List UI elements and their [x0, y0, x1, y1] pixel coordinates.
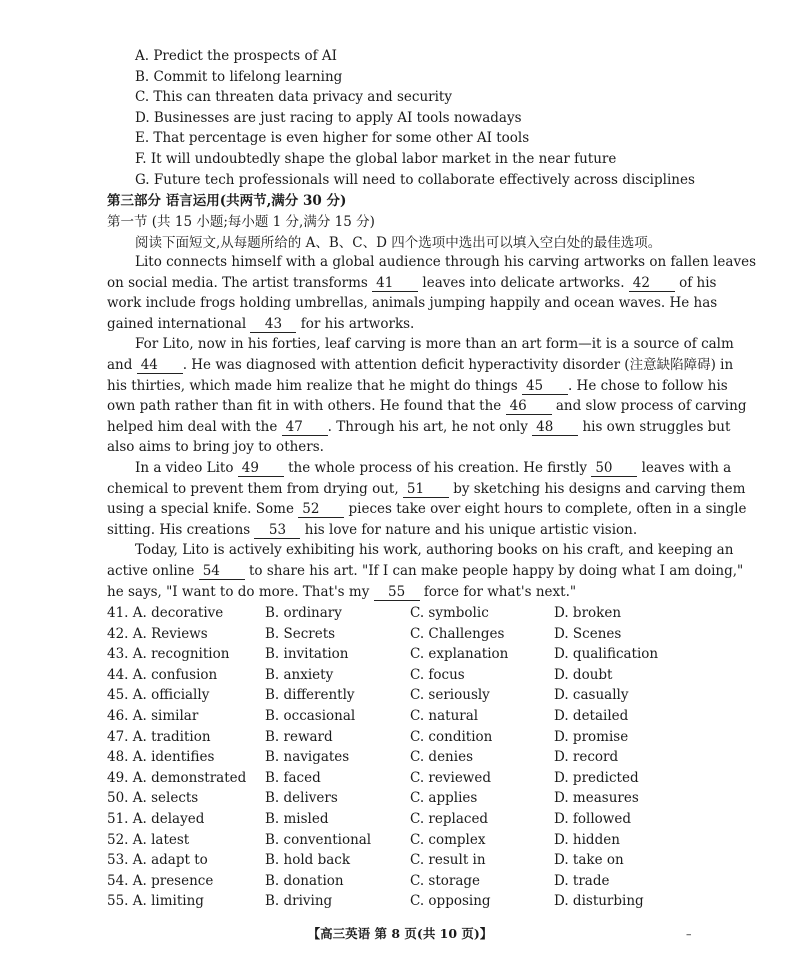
option-42-b[interactable]: B. Secrets [265, 625, 336, 642]
option-48-a[interactable]: 48. A. identifies [107, 749, 215, 766]
option-41-c[interactable]: C. symbolic [410, 605, 489, 621]
option-b: B. Commit to lifelong learning [135, 68, 343, 85]
blank-54[interactable]: 54 [199, 563, 245, 580]
option-53-b[interactable]: B. hold back [265, 852, 351, 869]
option-41-d[interactable]: D. broken [554, 605, 622, 621]
option-50-a[interactable]: 50. A. selects [107, 790, 199, 807]
p2-line-2 [107, 355, 734, 376]
option-52-d[interactable]: D. hidden [554, 831, 620, 848]
option-46-d[interactable]: D. detailed [554, 707, 629, 724]
question-46 [107, 706, 707, 727]
option-43-c[interactable]: C. explanation [410, 646, 509, 663]
option-53-c[interactable]: C. result in [410, 852, 486, 869]
option-54-d[interactable]: D. trade [554, 872, 610, 889]
option-43-d[interactable]: D. qualification [554, 646, 659, 663]
option-f: F. It will undoubtedly shape the global labor market in the near future [135, 150, 617, 167]
answer-options [107, 603, 707, 912]
option-55-a[interactable]: 55. A. limiting [107, 893, 204, 910]
option-e: E. That percentage is even higher for some other AI tools [135, 130, 530, 147]
option-45-d[interactable]: D. casually [554, 687, 629, 704]
text: . He chose to follow his [567, 377, 728, 394]
option-51-a[interactable]: 51. A. delayed [107, 810, 205, 827]
option-42-a[interactable]: 42. A. Reviews [107, 625, 208, 642]
option-49-a[interactable]: 49. A. demonstrated [107, 769, 247, 786]
blank-43[interactable]: 43 [250, 316, 296, 333]
text: and [107, 356, 137, 373]
text: . Through his art, he not only [327, 418, 533, 435]
question-48 [107, 747, 707, 768]
option-49-b[interactable]: B. faced [265, 769, 321, 786]
text: on social media. The artist transforms [107, 274, 373, 291]
text: using a special knife. Some [107, 501, 299, 518]
option-49-c[interactable]: C. reviewed [410, 769, 491, 786]
p3-line-4 [107, 520, 695, 541]
blank-50[interactable]: 50 [591, 460, 637, 477]
option-45-b[interactable]: B. differently [265, 687, 355, 704]
option-55-d[interactable]: D. disturbing [554, 893, 644, 910]
option-46-c[interactable]: C. natural [410, 707, 479, 724]
question-44 [107, 665, 707, 686]
text: sitting. His creations [107, 521, 255, 538]
p1-line-1: Lito connects himself with a global audience through his carving artworks on fallen leaves [135, 254, 756, 270]
option-44-c[interactable]: C. focus [410, 666, 465, 683]
option-52-c[interactable]: C. complex [410, 831, 486, 848]
p3-line-2 [107, 479, 746, 500]
option-52-a[interactable]: 52. A. latest [107, 831, 190, 848]
text: to share his art. "If I can make people happy by doing what I am doing," [244, 562, 744, 579]
option-55-b[interactable]: B. driving [265, 893, 333, 910]
blank-51[interactable]: 51 [403, 481, 449, 498]
text: leaves with a [637, 459, 732, 476]
blank-42[interactable]: 42 [629, 275, 675, 292]
section-subtitle: 第一节 (共 15 小题;每小题 1 分,满分 15 分) [107, 214, 375, 230]
blank-46[interactable]: 46 [506, 398, 552, 415]
option-41-b[interactable]: B. ordinary [265, 605, 342, 621]
p4-line-2 [107, 561, 744, 582]
text: his own struggles but [578, 418, 731, 435]
option-44-d[interactable]: D. doubt [554, 666, 613, 683]
text: . He was diagnosed with attention deficit hyperactivity disorder (注意缺陷障碍) in [182, 356, 734, 373]
directions: 阅读下面短文,从每题所给的 A、B、C、D 四个选项中选出可以填入空白处的最佳选项。 [135, 235, 662, 251]
text: leaves into delicate artworks. [418, 274, 629, 291]
option-53-d[interactable]: D. take on [554, 852, 624, 869]
question-45 [107, 685, 707, 706]
option-list [135, 46, 695, 190]
text: the whole process of his creation. He firstly [283, 459, 592, 476]
option-g: G. Future tech professionals will need to collaborate effectively across disciplines [135, 171, 695, 188]
cloze-passage [107, 252, 756, 602]
option-41-a[interactable]: 41. A. decorative [107, 605, 224, 621]
blank-44[interactable]: 44 [137, 357, 183, 374]
option-53-a[interactable]: 53. A. adapt to [107, 852, 208, 869]
corner-mark: – [686, 928, 692, 941]
p1-line-4 [107, 314, 695, 335]
text: and slow process of carving [551, 398, 747, 415]
p3-line-1 [107, 458, 732, 479]
option-51-c[interactable]: C. replaced [410, 810, 489, 827]
p2-line-4 [107, 396, 747, 417]
question-50 [107, 788, 707, 809]
option-d: D. Businesses are just racing to apply AI tools nowadays [135, 109, 522, 126]
p2-line-5 [107, 417, 731, 438]
option-52-b[interactable]: B. conventional [265, 831, 372, 848]
blank-47[interactable]: 47 [282, 419, 328, 436]
text: by sketching his designs and carving them [448, 480, 746, 497]
blank-49[interactable]: 49 [238, 460, 284, 477]
text: chemical to prevent them from drying out, [107, 480, 403, 497]
blank-55[interactable]: 55 [374, 584, 420, 601]
blank-48[interactable]: 48 [532, 419, 578, 436]
text: of his [674, 274, 717, 291]
page-footer: 【高三英语 第 8 页(共 10 页)】 [307, 926, 493, 941]
text: gained international [107, 315, 251, 332]
text: he says, "I want to do more. That's my [107, 583, 374, 600]
question-55 [107, 891, 707, 912]
option-54-b[interactable]: B. donation [265, 872, 344, 889]
text: own path rather than fit in with others. He found that the [107, 398, 502, 415]
option-45-c[interactable]: C. seriously [410, 687, 490, 704]
p1-line-3: work include frogs holding umbrellas, animals jumping happily and ocean waves. He has [107, 295, 718, 312]
text: In a video Lito [135, 459, 238, 476]
blank-53[interactable]: 53 [254, 522, 300, 539]
text: for his artworks. [296, 315, 415, 332]
question-43 [107, 644, 707, 665]
option-50-b[interactable]: B. delivers [265, 790, 338, 807]
blank-52[interactable]: 52 [298, 501, 344, 518]
p4-line-1: Today, Lito is actively exhibiting his work, authoring books on his craft, and keeping an [135, 542, 734, 559]
option-43-b[interactable]: B. invitation [265, 646, 349, 663]
question-51 [107, 809, 707, 830]
p2-line-3 [107, 376, 728, 397]
blank-41[interactable]: 41 [372, 275, 418, 292]
option-c: C. This can threaten data privacy and security [135, 89, 452, 106]
option-54-c[interactable]: C. storage [410, 872, 481, 889]
option-43-a[interactable]: 43. A. recognition [107, 646, 230, 663]
question-41 [107, 603, 707, 624]
option-55-c[interactable]: C. opposing [410, 893, 491, 910]
option-45-a[interactable]: 45. A. officially [107, 687, 210, 704]
option-42-c[interactable]: C. Challenges [410, 625, 505, 642]
option-47-b[interactable]: B. reward [265, 728, 333, 745]
question-42 [107, 624, 707, 645]
option-46-a[interactable]: 46. A. similar [107, 707, 199, 724]
option-48-d[interactable]: D. record [554, 749, 619, 766]
option-42-d[interactable]: D. Scenes [554, 625, 622, 642]
text: his thirties, which made him realize that he might do things [107, 377, 522, 394]
text: helped him deal with the [107, 418, 282, 435]
question-49 [107, 768, 707, 789]
option-47-c[interactable]: C. condition [410, 728, 493, 745]
option-a: A. Predict the prospects of AI [135, 48, 337, 64]
option-51-b[interactable]: B. misled [265, 810, 329, 827]
text: active online [107, 562, 199, 579]
p2-line-1: For Lito, now in his forties, leaf carving is more than an art form—it is a source of calm [135, 336, 734, 353]
option-48-b[interactable]: B. navigates [265, 749, 350, 766]
p3-line-3 [107, 499, 747, 520]
blank-45[interactable]: 45 [522, 378, 568, 395]
section-title: 第三部分 语言运用(共两节,满分 30 分) [107, 193, 347, 209]
p2-line-6: also aims to bring joy to others. [107, 439, 324, 456]
text: pieces take over eight hours to complete, often in a single [344, 501, 747, 518]
question-53 [107, 850, 707, 871]
question-54 [107, 871, 707, 892]
text: his love for nature and his unique artistic vision. [300, 521, 638, 538]
p4-line-3 [107, 582, 695, 603]
option-51-d[interactable]: D. followed [554, 810, 631, 827]
option-47-a[interactable]: 47. A. tradition [107, 728, 211, 745]
option-44-b[interactable]: B. anxiety [265, 666, 334, 683]
option-49-d[interactable]: D. predicted [554, 769, 639, 786]
option-44-a[interactable]: 44. A. confusion [107, 666, 218, 683]
option-46-b[interactable]: B. occasional [265, 707, 356, 724]
question-47 [107, 727, 707, 748]
question-52 [107, 830, 707, 851]
p1-line-2 [107, 273, 717, 294]
option-50-c[interactable]: C. applies [410, 790, 478, 807]
option-48-c[interactable]: C. denies [410, 749, 473, 766]
option-47-d[interactable]: D. promise [554, 728, 629, 745]
option-50-d[interactable]: D. measures [554, 790, 639, 807]
text: force for what's next." [419, 583, 577, 600]
option-54-a[interactable]: 54. A. presence [107, 872, 214, 889]
